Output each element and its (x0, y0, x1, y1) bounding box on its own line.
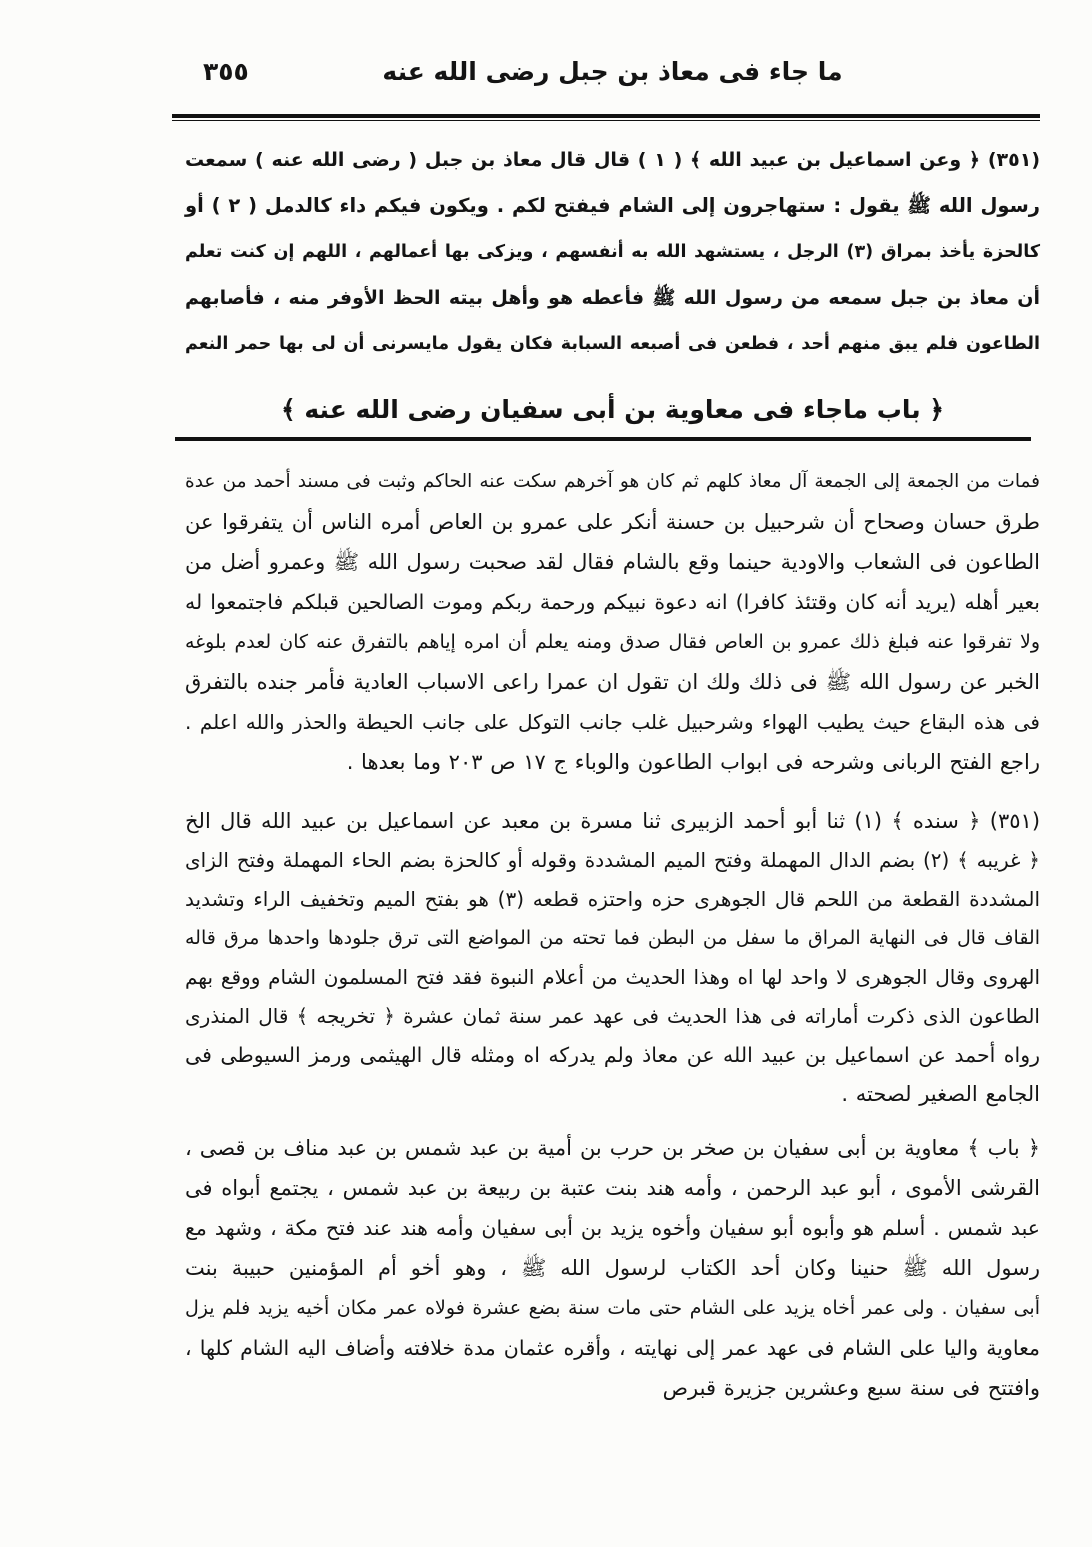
footnote-line: ﴿ باب ﴾ معاوية بن أبى سفيان بن صخر بن حرب بن أمية بن عبد شمس بن عبد مناف بن قصى ، (185, 1136, 1040, 1160)
footnote-line: الخبر عن رسول الله ﷺ فى ذلك ولك ان تقول ان عمرا راعى الاسباب العادية فأمر جنده بالتفرق (185, 670, 1040, 694)
footnote-line: عبد شمس . أسلم هو وأبوه أبو سفيان وأخوه يزيد بن أبى سفيان وأمه هند عند فتح مكة ، وشهد مع (185, 1216, 1040, 1240)
hadith-line: الطاعون فلم يبق منهم أحد ، فطعن فى أصبعه السبابة فكان يقول مايسرنى أن لى بها حمر النعم (185, 334, 1040, 354)
page-number: ٣٥٥ (203, 57, 249, 86)
footnote-line: رواه أحمد عن اسماعيل بن عبيد الله عن معاذ ولم يدركه اه ومثله قال الهيثمى ورمز السيوطى فى (185, 1043, 1040, 1067)
footnote-line: ولا تفرقوا عنه فبلغ ذلك عمرو بن العاص فقال صدق ومنه يعلم أن امره إياهم بالتفرق عنه كان لعدم بلوغه (185, 631, 1040, 653)
chapter-heading: ﴿ باب ماجاء فى معاوية بن أبى سفيان رضى الله عنه ﴾ (281, 395, 944, 424)
footnote-line: القاف قال فى النهاية المراق ما سفل من البطن فما تحته من المواضع التى ترق جلودها واحدها مرق قاله (185, 927, 1040, 949)
header-rule (172, 114, 1040, 118)
footnote-bab (185, 1128, 1040, 1408)
footnote-line: أبى سفيان . ولى عمر أخاه يزيد على الشام حتى مات سنة بضع عشرة فولاه عمر مكان أخيه يزيد فلم يزل (185, 1297, 1040, 1319)
footnote-line: الهروى وقال الجوهرى لا واحد لها اه وهذا الحديث من أعلام النبوة فقد فتح المسلمون الشام ووقع بهم (185, 965, 1040, 989)
footnote-line: ﴿ غريبه ﴾ (٢) بضم الدال المهملة وفتح الميم المشددة وقوله أو كالحزة بضم الحاء المهملة وفتح الزاى (185, 848, 1040, 872)
footnote-line: وافتتح فى سنة سبع وعشرين جزيرة قبرص (662, 1376, 1040, 1400)
footnote-line: معاوية واليا على الشام فى عهد عمر إلى نهايته ، وأقره عثمان مدة خلافته وأضاف اليه الشام كلها ، (185, 1336, 1040, 1360)
footnote-line: الجامع الصغير لصحته . (841, 1082, 1040, 1106)
hadith-line: كالحزة يأخذ بمراق (٣) الرجل ، يستشهد الله به أنفسهم ، ويزكى بها أعمالهم ، اللهم إن كنت تعلم (185, 242, 1040, 262)
footnote-line: المشددة القطعة من اللحم قال الجوهرى حزه واحتزه قطعه (٣) هو بفتح الميم وتخفيف الراء وتشديد (185, 887, 1041, 911)
hadith-text (185, 137, 1040, 367)
footnote-line: القرشى الأموى ، أبو عبد الرحمن ، وأمه هند بنت عتبة بن ربيعة بن عبد شمس ، يجتمع أبواه فى (185, 1176, 1040, 1200)
footnote-continuation (185, 462, 1040, 782)
footnote-line: راجع الفتح الربانى وشرحه فى ابواب الطاعون والوباء ج ١٧ ص ٢٠٣ وما بعدها . (346, 750, 1040, 774)
hadith-line: أن معاذ بن جبل سمعه من رسول الله ﷺ فأعطه هو وأهل بيته الحظ الأوفر منه ، فأصابهم (185, 287, 1040, 309)
footnote-line: الطاعون الذى ذكرت أماراته فى هذا الحديث فى عهد عمر سنة ثمان عشرة ﴿ تخريجه ﴾ قال المنذرى (185, 1004, 1040, 1028)
footnote-line: رسول الله ﷺ حنينا وكان أحد الكتاب لرسول الله ﷺ ، وهو أخو أم المؤمنين حبيبة بنت (185, 1256, 1040, 1280)
footnote-line: بعير أهله (يريد أنه كان وقتئذ كافرا) انه دعوة نبيكم ورحمة ربكم وموت الصالحين قبلكم فاجتمعوا له (185, 590, 1040, 614)
footnote-351 (185, 802, 1040, 1114)
footnote-line: طرق حسان وصحاح أن شرحبيل بن حسنة أنكر على عمرو بن العاص أمره الناس أن يتفرقوا عن (185, 510, 1040, 534)
footnote-line: الطاعون فى الشعاب والاودية حينما وقع بالشام فقال لقد صحبت رسول الله ﷺ وعمرو أضل من (185, 550, 1040, 574)
header-rule-thin (172, 120, 1040, 121)
footnote-line: فمات من الجمعة إلى الجمعة آل معاذ كلهم ثم كان هو آخرهم سكت عنه الحاكم وثبت فى مسند أحمد من عدة (185, 471, 1040, 492)
footnote-rule (175, 437, 1031, 441)
hadith-line: رسول الله ﷺ يقول : ستهاجرون إلى الشام فيفتح لكم . ويكون فيكم داء كالدمل ( ٢ ) أو (185, 194, 1041, 217)
footnote-line: فى هذه البقاع حيث يطيب الهواء وشرحبيل غلب جانب التوكل على جانب الحيطة والحذر والله اعلم . (185, 710, 1040, 734)
footnote-line: (٣٥١) ﴿ سنده ﴾ (١) ثنا أبو أحمد الزبيرى ثنا مسرة بن معبد عن اسماعيل بن عبيد الله قال الخ (185, 809, 1041, 833)
page-header (185, 50, 1040, 94)
hadith-line: (٣٥١) ﴿ وعن اسماعيل بن عبيد الله ﴾ ( ١ ) قال قال معاذ بن جبل ( رضى الله عنه ) سمعت (185, 149, 1040, 171)
running-title: ما جاء فى معاذ بن جبل رضى الله عنه (382, 57, 843, 86)
